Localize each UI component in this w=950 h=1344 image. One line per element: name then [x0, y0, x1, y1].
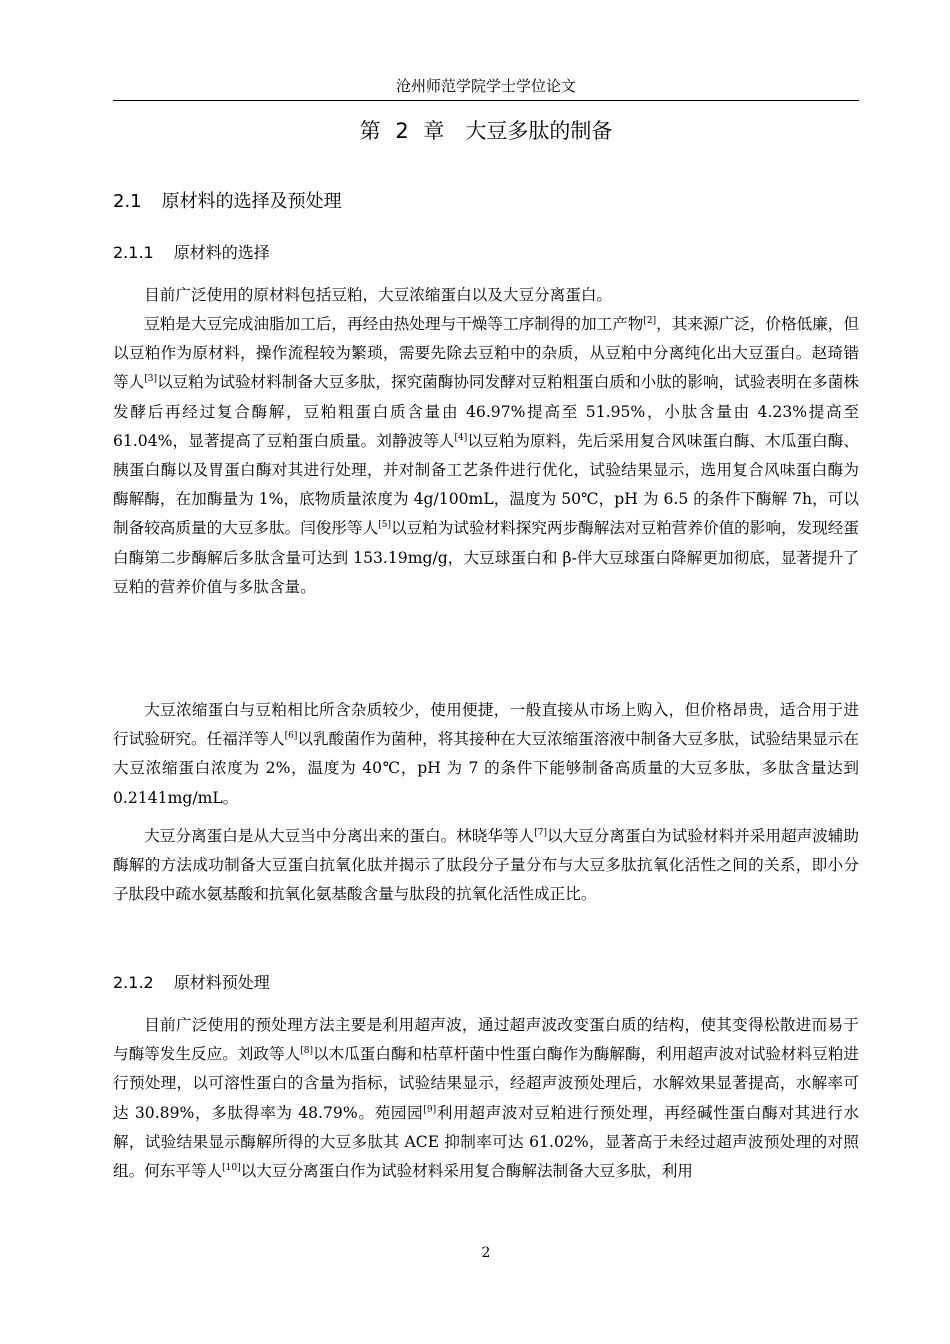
paragraph: 大豆分离蛋白是从大豆当中分离出来的蛋白。林晓华等人[7]以大豆分离蛋白为试验材料并采用超声波辅助酶解的方法成功制备大豆蛋白抗氧化肽并揭示了肽段分子量分布与大豆多肽抗氧化活性之间的关系，即小分子肽段中疏水氨基酸和抗氧化氨基酸含量与肽段的抗氧化活性成正比。	[113, 827, 859, 904]
subsection-title: 原材料的选择	[173, 243, 270, 262]
paragraph: 豆粕是大豆完成油脂加工后，再经由热处理与干燥等工序制得的加工产物[2]，其来源广泛，价格低廉，但以豆粕作为原材料，操作流程较为繁琐，需要先除去豆粕中的杂质，从豆粕中分离纯化出大豆蛋白。赵琦锴等人[3]以豆粕为试验材料制备大豆多肽，探究菌酶协同发酵对豆粕粗蛋白质和小肽的影响，试验表明在多菌株发酵后再经过复合酶解，豆粕粗蛋白质含量由 46.97%提高至 51.95%，小肽含量由 4.23%提高至 61.04%，显著提高了豆粕蛋白质量。刘静波等人[4]以豆粕为原料，先后采用复合风味蛋白酶、木瓜蛋白酶、胰蛋白酶以及胃蛋白酶对其进行处理，并对制备工艺条件进行优化，试验结果显示，选用复合风味蛋白酶为酶解酶，在加酶量为 1%，底物质量浓度为 4g/100mL，温度为 50℃，pH 为 6.5 的条件下酶解 7h，可以制备较高质量的大豆多肽。闫俊彤等人[5]以豆粕为试验材料探究两步酶解法对豆粕营养价值的影响，发现经蛋白酶第二步酶解后多肽含量可达到 153.19mg/g，大豆球蛋白和 β-伴大豆球蛋白降解更加彻底，显著提升了豆粕的营养价值与多肽含量。	[113, 315, 859, 596]
section-number: 2.1	[113, 191, 142, 212]
paragraph: 目前广泛使用的原材料包括豆粕，大豆浓缩蛋白以及大豆分离蛋白。	[144, 286, 613, 304]
header-rule	[113, 100, 859, 101]
subsection-heading-2-1-1	[113, 242, 270, 264]
subsection-title: 原材料预处理	[173, 973, 270, 992]
subsection-heading-2-1-2	[113, 972, 270, 994]
page-number: 2	[481, 1245, 491, 1261]
subsection-number: 2.1.1	[113, 243, 154, 262]
chapter-title: 第 2 章 大豆多肽的制备	[359, 119, 613, 143]
subsection-number: 2.1.2	[113, 973, 154, 992]
section-title: 原材料的选择及预处理	[161, 191, 342, 212]
section-heading-2-1	[113, 190, 342, 214]
paragraph: 目前广泛使用的预处理方法主要是利用超声波，通过超声波改变蛋白质的结构，使其变得松散进而易于与酶等发生反应。刘政等人[8]以木瓜蛋白酶和枯草杆菌中性蛋白酶作为酶解酶，利用超声波对试验材料豆粕进行预处理，以可溶性蛋白的含量为指标，试验结果显示，经超声波预处理后，水解效果显著提高，水解率可达 30.89%，多肽得率为 48.79%。苑园园[9]利用超声波对豆粕进行预处理，再经碱性蛋白酶对其进行水解，试验结果显示酶解所得的大豆多肽其 ACE 抑制率可达 61.02%，显著高于未经过超声波预处理的对照组。何东平等人[10]以大豆分离蛋白作为试验材料采用复合酶解法制备大豆多肽，利用	[113, 1016, 859, 1181]
running-header: 沧州师范学院学士学位论文	[395, 77, 576, 95]
paragraph: 大豆浓缩蛋白与豆粕相比所含杂质较少，使用便捷，一般直接从市场上购入，但价格昂贵，适合用于进行试验研究。任福洋等人[6]以乳酸菌作为菌种，将其接种在大豆浓缩蛋溶液中制备大豆多肽，试验结果显示在大豆浓缩蛋白浓度为 2%，温度为 40℃，pH 为 7 的条件下能够制备高质量的大豆多肽，多肽含量达到 0.2141mg/mL。	[113, 701, 859, 807]
